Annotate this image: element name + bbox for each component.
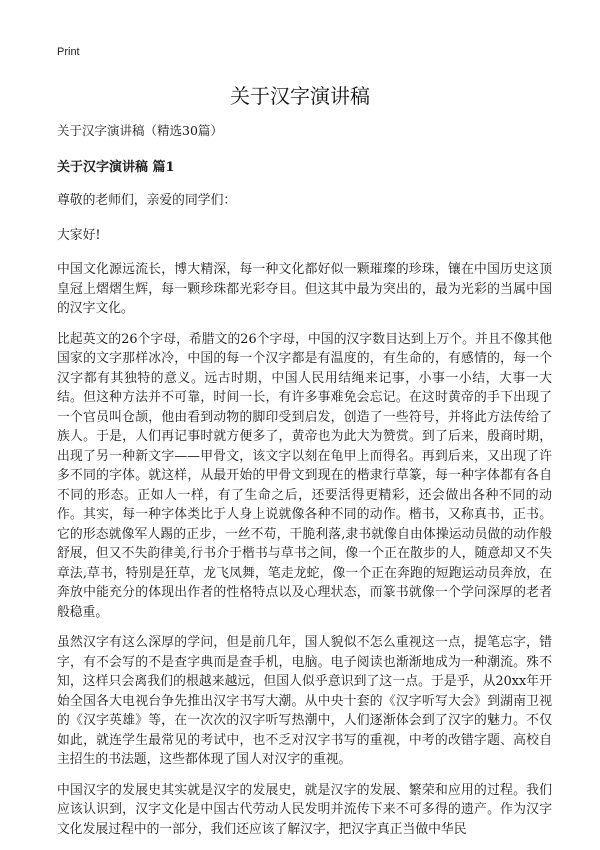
paragraph-4: 中国汉字的发展史其实就是汉字的发展史，就是汉字的发展、繁荣和应用的过程。我们应该认识到，汉字文化是中国古代劳动人民发明并流传下来不可多得的遗产。作为汉字文化发展过程中的一部分，我们还应该了解汉字，把汉字真正当做中华民 — [57, 782, 552, 837]
print-label: Print — [57, 46, 80, 58]
paragraph-3: 虽然汉字有这么深厚的学问，但是前几年，国人貌似不怎么重视这一点，提笔忘字，错字，有不会写的不是查字典而是查手机，电脑。电子阅读也渐渐地成为一种潮流。殊不知，这样只会离我们的根越来越远，但国人似乎意识到了这一点。于是乎，从20xx年开始全国各大电视台争先推出汉字书写大潮。从中央十套的《汉字听写大会》到湖南卫视的《汉字英雄》等，在一次次的汉字听写热潮中，人们逐渐体会到了汉字的魅力。不仅如此，就连学生最常见的考试中，也不乏对汉字书写的重视，中考的改错字题、高校自主招生的书法题，这些都体现了国人对汉字的重视。 — [57, 635, 552, 767]
greeting-line: 尊敬的老师们，亲爱的同学们： — [57, 193, 237, 208]
paragraph-1: 中国文化源远流长，博大精深，每一种文化都好似一颗璀璨的珍珠，镶在中国历史这顶皇冠上熠熠生辉，每一颗珍珠都光彩夺目。但这其中最为突出的，最为光彩的当属中国的汉字文化。 — [57, 262, 552, 316]
section-heading: 关于汉字演讲稿 篇1 — [57, 160, 175, 175]
document-body — [57, 121, 552, 850]
salutation-line: 大家好! — [57, 227, 101, 243]
document-subtitle: 关于汉字演讲稿（精选30篇） — [57, 123, 223, 138]
paragraph-2: 比起英文的26个字母，希腊文的26个字母，中国的汉字数目达到上万个。并且不像其他国家的文字那样冰冷，中国的每一个汉字都是有温度的，有生命的，有感情的，每一个汉字都有其独特的意义。远古时期，中国人民用结绳来记事，小事一小结，大事一大结。但这种方法并不可靠，时间一长，有许多事难免会忘记。在这时黄帝的手下出现了一个官员叫仓颉，他由看到动物的脚印受到启发，创造了一些符号，并将此方法传给了族人。于是，人们再记事时就方便多了，黄帝也为此大为赞赏。到了后来，殷商时期，出现了另一种新文字——甲骨文，该文字以刻在龟甲上而得名。再到后来，又出现了许多不同的字体。就这样，从最开始的甲骨文到现在的楷隶行草篆，每一种字体都有各自不同的形态。正如人一样，有了生命之后，还要活得更精彩，还会做出各种不同的动作。其实，每一种字体类比于人身上说就像各种不同的动作。楷书，又称真书，正书。它的形态就像军人踢的正步，一丝不苟，干脆利落,隶书就像自由体操运动员做的动作般舒展，但又不失韵律美,行书介于楷书与草书之间，像一个正在散步的人，随意却又不失章法,草书，特别是狂草，龙飞凤舞，笔走龙蛇，像一个正在奔跑的短跑运动员奔放，在奔放中能充分的体现出作者的性格特点以及心理状态，而篆书就像一个学问深厚的老者般稳重。 — [57, 331, 552, 620]
document-title: 关于汉字演讲稿 — [230, 84, 370, 108]
